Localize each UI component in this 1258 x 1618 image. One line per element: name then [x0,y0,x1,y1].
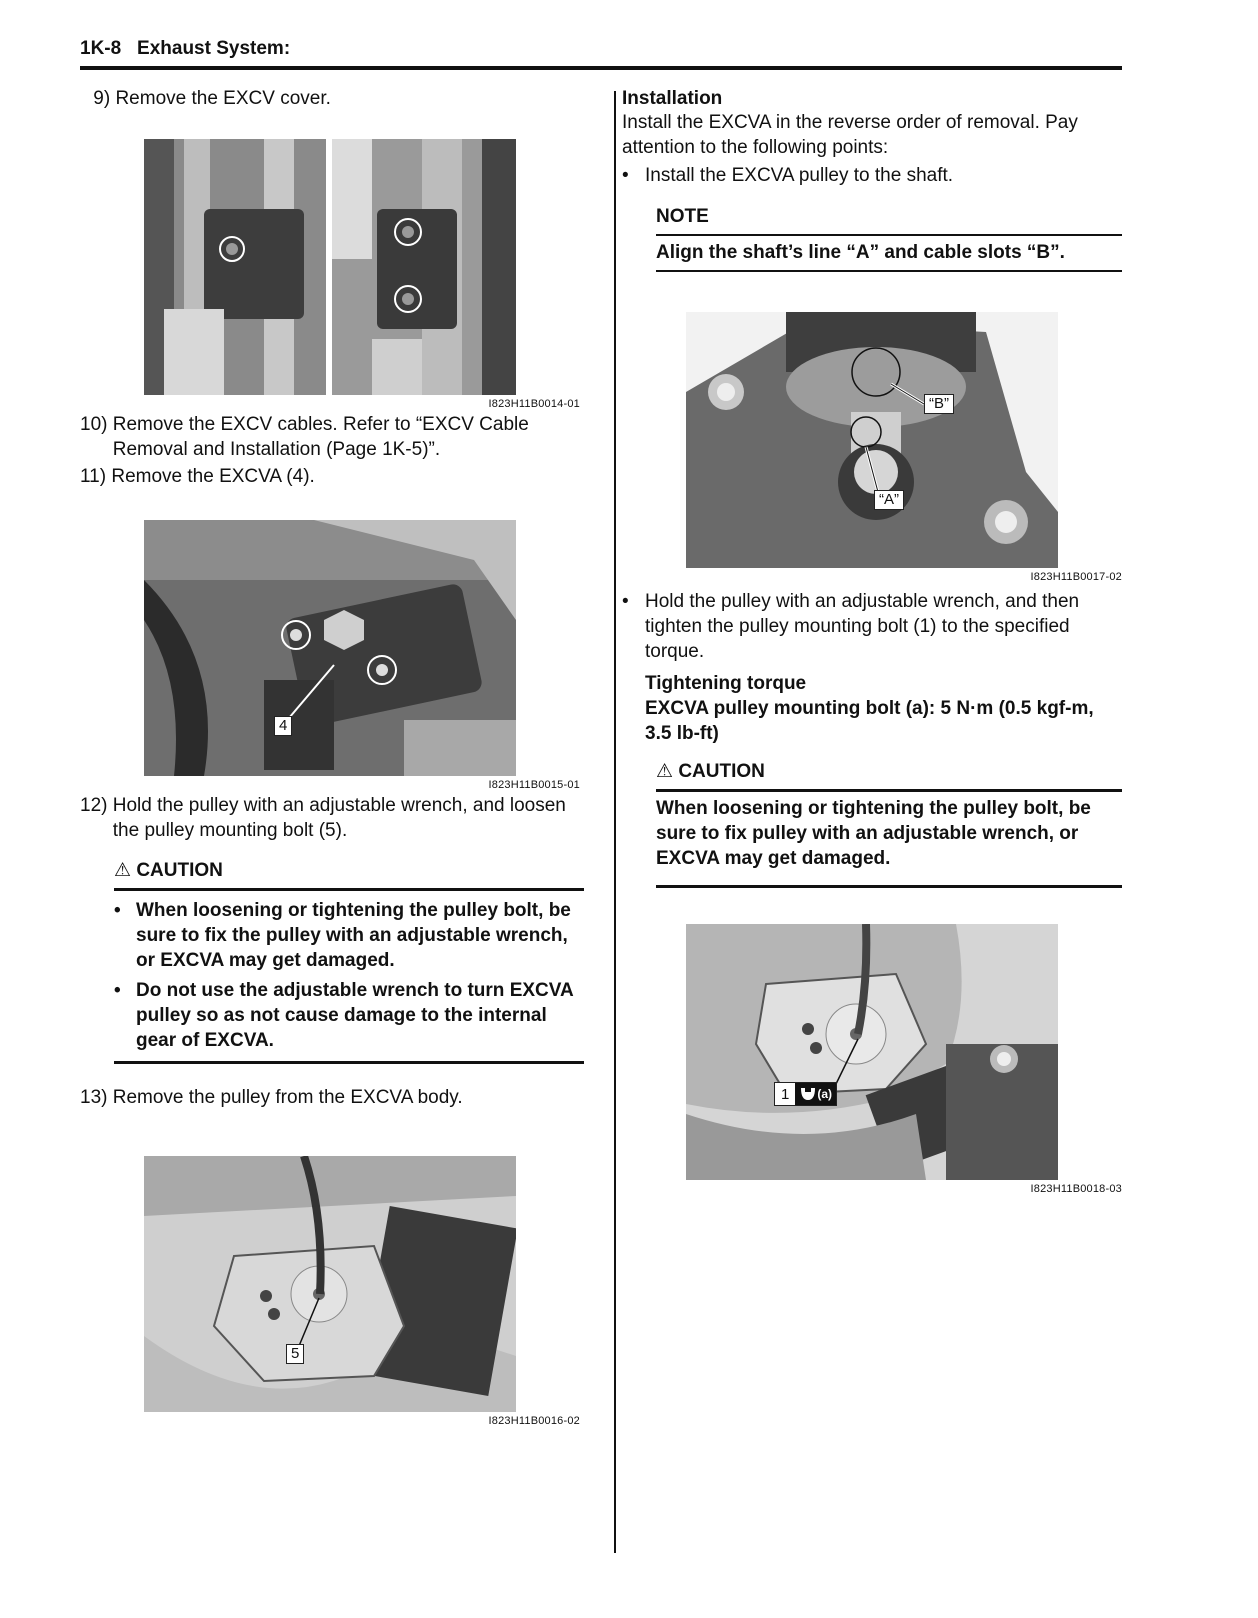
caution-header: ⚠ CAUTION [114,860,223,881]
callout-a: “A” [874,490,904,510]
caution-rule-bottom [656,885,1122,888]
caution-rule-bottom [114,1061,584,1064]
column-divider [614,91,616,1553]
figure-caption: I823H11B0016-02 [488,1415,580,1427]
warning-icon: ⚠ [656,761,674,782]
note-rule-top [656,234,1122,236]
section-heading-installation: Installation [622,88,723,109]
note-text: Align the shaft’s line “A” and cable slots “B”. [656,242,1065,263]
callout-4: 4 [274,716,292,736]
callout-b: “B” [924,394,954,414]
step-12: 12) Hold the pulley with an adjustable wrench, and loosen the pulley mounting bolt (5). [80,795,566,841]
header-rule [80,66,1122,70]
caution-rule-top [656,789,1122,792]
caution-header: ⚠ CAUTION [656,761,765,782]
warning-icon: ⚠ [114,860,132,881]
section-number: 1K-8 [80,38,122,59]
page-header [80,38,290,60]
note-title: NOTE [656,206,709,227]
step-10: 10) Remove the EXCV cables. Refer to “EXCV Cable Removal and Installation (Page 1K-5)”. [80,414,529,460]
step-9: 9) Remove the EXCV cover. [88,88,331,109]
torque-title: Tightening torque [645,673,807,694]
torque-wrench-icon [795,1083,836,1105]
note-box [656,204,1122,272]
figure-shaft-alignment [686,312,1058,568]
photo-excv-cover-right [332,139,516,395]
photo-excv-cover-left [144,139,326,395]
callout-1: 1 [781,1085,790,1103]
bullet-install-pulley: • Install the EXCVA pulley to the shaft. [622,165,954,186]
torque-label: (a) [817,1087,833,1101]
step-11: 11) Remove the EXCVA (4). [80,466,315,487]
figure-pulley-removal [144,1156,516,1412]
caution-text: When loosening or tightening the pulley bolt, be sure to fix pulley with an adjustable wrench, or EXCVA may get damaged. [656,798,1091,869]
figure-caption: I823H11B0017-02 [1030,571,1122,583]
caution-rule-top [114,888,584,891]
caution-box [656,759,1122,888]
figure-pulley-tightening [686,924,1058,1180]
torque-value: EXCVA pulley mounting bolt (a): 5 N·m (0.5 kgf-m, 3.5 lb-ft) [645,698,1094,744]
torque-spec [645,671,1115,746]
figure-caption: I823H11B0018-03 [1030,1183,1122,1195]
note-rule-bottom [656,270,1122,272]
torque-callout [774,1082,837,1106]
caution-item: • Do not use the adjustable wrench to turn EXCVA pulley so as not cause damage to the internal gear of EXCVA. [114,980,574,1051]
figure-excv-cover [144,139,516,395]
bullet-tighten-bolt: • Hold the pulley with an adjustable wrench, and then tighten the pulley mounting bolt (1) to the specified torque. [622,591,1080,662]
figure-caption: I823H11B0015-01 [488,779,580,791]
caution-item: • When loosening or tightening the pulley bolt, be sure to fix the pulley with an adjustable wrench, or EXCVA may get damaged. [114,900,571,971]
step-13: 13) Remove the pulley from the EXCVA body. [80,1087,463,1108]
installation-intro: Install the EXCVA in the reverse order of removal. Pay attention to the following points: [622,112,1078,158]
figure-caption: I823H11B0014-01 [488,398,580,410]
caution-box [114,858,584,1064]
figure-excva-removal [144,520,516,776]
section-title: Exhaust System: [137,38,291,59]
callout-5: 5 [286,1344,304,1364]
